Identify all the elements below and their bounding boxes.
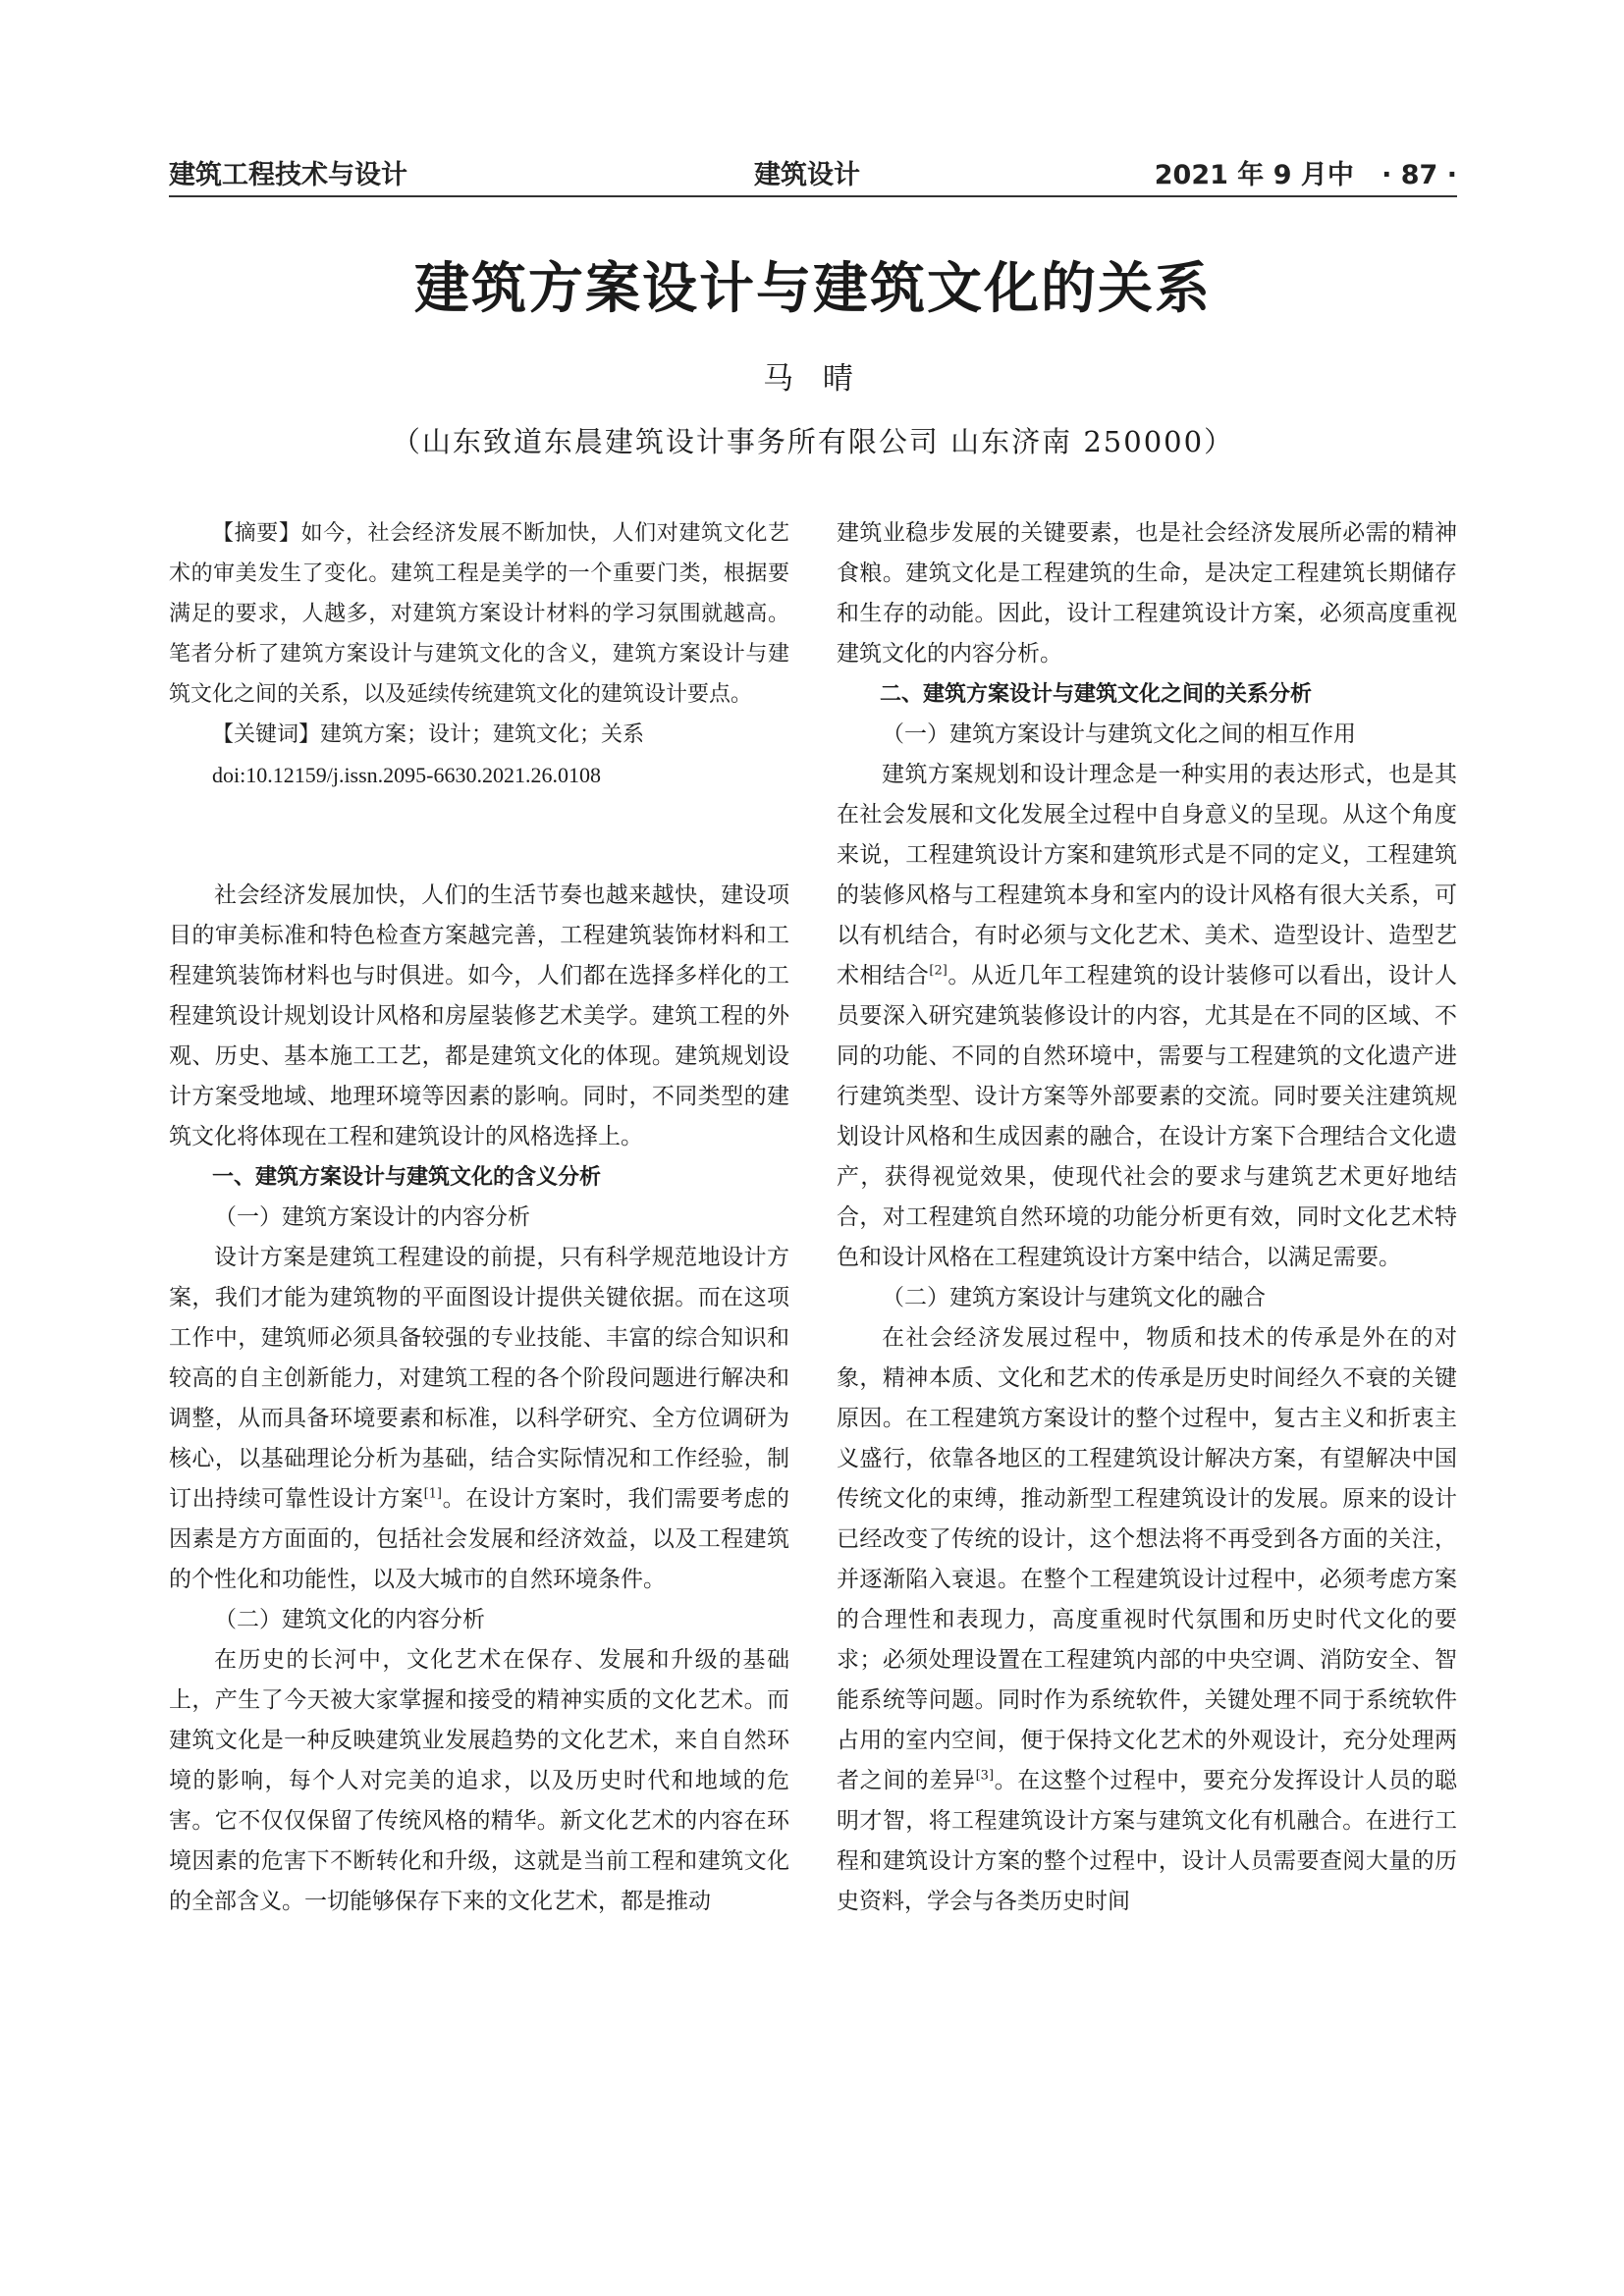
abstract-label: 【摘要】 [212,521,301,546]
section-1-1-text-a: 设计方案是建筑工程建设的前提，只有科学规范地设计方案，我们才能为建筑物的平面图设计提供关键依据。而在这项工作中，建筑师必须具备较强的专业技能、丰富的综合知识和较高的自主创新能力，对建筑工程的各个阶段问题进行解决和调整，从而具备环境要素和标准，以科学研究、全方位调研为核心，以基础理论分析为基础，结合实际情况和工作经验，制订出持续可靠性设计方案 [169,1245,789,1512]
spacer [169,795,789,835]
section-name: 建筑设计 [754,160,860,190]
issue-and-page [1155,153,1457,191]
abstract-text: 如今，社会经济发展不断加快，人们对建筑文化艺术的审美发生了变化。建筑工程是美学的一个重要门类，根据要满足的要求，人越多，对建筑方案设计材料的学习氛围就越高。笔者分析了建筑方案设计与建筑文化的含义，建筑方案设计与建筑文化之间的关系，以及延续传统建筑文化的建筑设计要点。 [169,521,789,707]
section-1-1-text-b: 。在设计方案时，我们需要考虑的因素是方方面面的，包括社会发展和经济效益，以及工程建筑的个性化和功能性，以及大城市的自然环境条件。 [169,1486,790,1592]
article-author: 马 晴 [763,361,863,397]
section-2-1-text-b: 。从近几年工程建筑的设计装修可以看出，设计人员要深入研究建筑装修设计的内容，尤其是在不同的区域、不同的功能、不同的自然环境中，需要与工程建筑的文化遗产进行建筑类型、设计方案等外部要素的交流。同时要关注建筑规划设计风格和生成因素的融合，在设计方案下合理结合文化遗产，获得视觉效果，使现代社会的要求与建筑艺术更好地结合，对工程建筑自然环境的功能分析更有效，同时文化艺术特色和设计风格在工程建筑设计方案中结合，以满足需要。 [837,963,1458,1270]
abstract [169,513,789,715]
page-number: · 87 · [1381,160,1457,190]
keywords-text: 建筑方案；设计；建筑文化；关系 [320,722,645,747]
doi: doi:10.12159/j.issn.2095-6630.2021.26.0108 [212,763,602,787]
article-title: 建筑方案设计与建筑文化的关系 [414,257,1212,321]
intro-paragraph: 社会经济发展加快，人们的生活节奏也越来越快，建设项目的审美标准和特色检查方案越完善，工程建筑装饰材料和工程建筑装饰材料也与时俱进。如今，人们都在选择多样化的工程建筑设计规划设计风格和房屋装修艺术美学。建筑工程的外观、历史、基本施工工艺，都是建筑文化的体现。建筑规划设计方案受地域、地理环境等因素的影响。同时，不同类型的建筑文化将体现在工程和建筑设计的风格选择上。 [169,882,789,1149]
running-header [169,153,1457,196]
section-2-2-text-b: 。在这整个过程中，要充分发挥设计人员的聪明才智，将工程建筑设计方案与建筑文化有机融合。在进行工程和建筑设计方案的整个过程中，设计人员需要查阅大量的历史资料，学会与各类历史时间 [837,1768,1458,1914]
citation-2: [2] [929,963,947,979]
journal-name: 建筑工程技术与设计 [169,160,407,190]
section-1-2-paragraph-start: 在历史的长河中，文化艺术在保存、发展和升级的基础上，产生了今天被大家掌握和接受的精神实质的文化艺术。而建筑文化是一种反映建筑业发展趋势的文化艺术，来自自然环境的影响，每个人对完美的追求，以及历史时代和地域的危害。它不仅仅保留了传统风格的精华。新文化艺术的内容在环境因素的危害下不断转化和升级，这就是当前工程和建筑文化的全部含义。一切能够保存下来的文化艺术，都是推动 [169,1647,789,1914]
header-divider [169,195,1457,197]
section-2-1-paragraph [837,755,1457,1278]
section-2-2-paragraph [837,1318,1457,1922]
article-affiliation: （山东致道东晨建筑设计事务所有限公司 山东济南 250000） [391,425,1235,458]
section-1-1-paragraph [169,1238,789,1600]
citation-3: [3] [975,1768,995,1784]
section-1-1-heading: （一）建筑方案设计的内容分析 [214,1204,530,1230]
issue-date: 2021 年 9 月中 [1154,160,1354,190]
section-1-2-heading: （二）建筑文化的内容分析 [214,1607,485,1632]
section-2-1-text-a: 建筑方案规划和设计理念是一种实用的表达形式，也是其在社会发展和文化发展全过程中自身意义的呈现。从这个角度来说，工程建筑设计方案和建筑形式是不同的定义，工程建筑的装修风格与工程建筑本身和室内的设计风格有很大关系，可以有机结合，有时必须与文化艺术、美术、造型设计、造型艺术相结合 [837,762,1457,988]
section-2-heading: 二、建筑方案设计与建筑文化之间的关系分析 [880,682,1313,707]
keywords-label: 【关键词】 [212,722,321,747]
right-column [837,513,1457,1922]
citation-1: [1] [423,1486,443,1502]
left-column [169,513,789,1922]
section-1-2-paragraph-end: 建筑业稳步发展的关键要素，也是社会经济发展所必需的精神食粮。建筑文化是工程建筑的生命，是决定工程建筑长期储存和生存的动能。因此，设计工程建筑设计方案，必须高度重视建筑文化的内容分析。 [837,520,1457,667]
section-2-2-text-a: 在社会经济发展过程中，物质和技术的传承是外在的对象，精神本质、文化和艺术的传承是历史时间经久不衰的关键原因。在工程建筑方案设计的整个过程中，复古主义和折衷主义盛行，依靠各地区的工程建筑设计解决方案，有望解决中国传统文化的束缚，推动新型工程建筑设计的发展。原来的设计已经改变了传统的设计，这个想法将不再受到各方面的关注，并逐渐陷入衰退。在整个工程建筑设计过程中，必须考虑方案的合理性和表现力，高度重视时代氛围和历史时代文化的要求；必须处理设置在工程建筑内部的中央空调、消防安全、智能系统等问题。同时作为系统软件，关键处理不同于系统软件占用的室内空间，便于保持文化艺术的外观设计，充分处理两者之间的差异 [837,1325,1457,1793]
section-2-1-heading: （一）建筑方案设计与建筑文化之间的相互作用 [882,721,1356,747]
section-2-2-heading: （二）建筑方案设计与建筑文化的融合 [882,1285,1266,1310]
section-1-heading: 一、建筑方案设计与建筑文化的含义分析 [212,1165,602,1190]
spacer [169,835,789,876]
keywords [169,715,789,755]
